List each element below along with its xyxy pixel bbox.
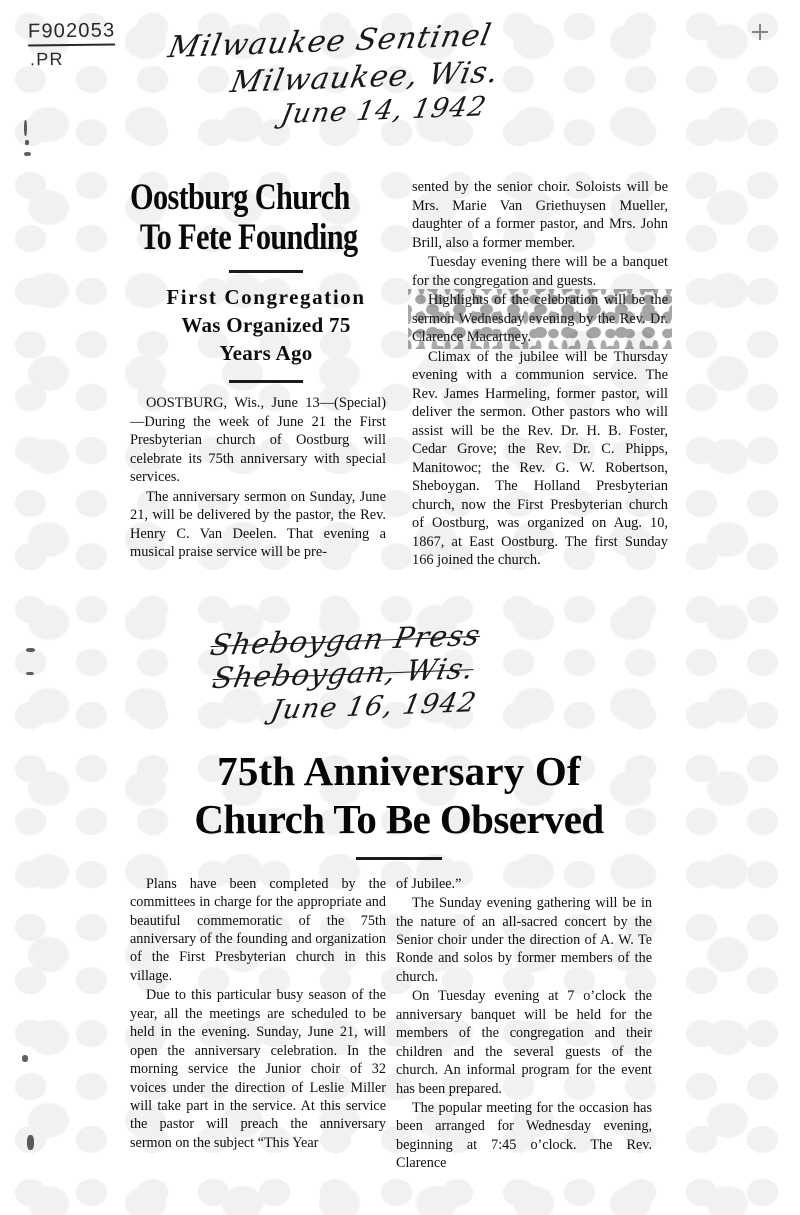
article-1-headline-line-1: Oostburg Church — [130, 177, 350, 218]
ink-speck — [27, 1135, 34, 1150]
article-1-subhead-line-3: Years Ago — [219, 340, 313, 365]
handwritten-source-note-1 — [165, 18, 502, 131]
article-2-divider-rule — [356, 857, 442, 860]
article-2-headline-line-2: Church To Be Observed — [194, 795, 604, 842]
ink-speck — [24, 120, 27, 136]
ink-speck — [22, 1055, 28, 1062]
article-1-top-columns — [130, 178, 668, 570]
article-1-subhead — [130, 284, 402, 367]
paragraph: Due to this particular busy season of the year, all the meetings are scheduled to be held in the evening. Sunday, June 21, will open the anniversary celebration. In the morning service the Junior choir of 32 voices under the direction of Leslie Miller will take part in the service. At this service the pastor will preach the anniversary sermon on the subject “This Year — [130, 987, 386, 1151]
article-1-headline-line-2: To Fete Founding — [139, 216, 358, 258]
handwritten-publication-name: Milwaukee Sentinel — [165, 18, 495, 66]
handwritten-publication-date: June 14, 1942 — [278, 91, 490, 131]
paragraph: On Tuesday evening at 7 o’clock the anniversary banquet will be held for the members of the congregation and their children and the several guests of the church. An informal program for the event has been prepared. — [396, 988, 652, 1097]
article-clipping-1 — [130, 178, 668, 570]
paragraph: The anniversary sermon on Sunday, June 21, will be delivered by the pastor, the Rev. Henry C. Van Deelen. That evening a musical praise service will be pre- — [130, 488, 386, 561]
handwritten-publication-name: Sheboygan Press — [207, 617, 484, 663]
article-2-left-column — [130, 875, 386, 1153]
headline-divider-rule — [229, 270, 303, 273]
paragraph: The Sunday evening gathering will be in the nature of an all-sacred concert by the Senior choir under the direction of A. W. Te Ronde and solos by former members of the church. — [396, 895, 652, 985]
archive-reference-suffix: .PR — [29, 49, 64, 70]
article-1-headline-block — [130, 178, 402, 562]
handwritten-publication-city: Sheboygan, Wis. — [209, 651, 478, 696]
handwritten-publication-city: Milwaukee, Wis. — [227, 54, 502, 100]
article-2-headline-line-1: 75th Anniversary Of — [217, 748, 581, 794]
paragraph: Tuesday evening there will be a banquet for the congregation and guests. — [412, 254, 668, 289]
ink-speck — [25, 140, 29, 145]
paragraph: Climax of the jubilee will be Thursday evening with a communion service. The Rev. James Harmeling, former pastor, will deliver the sermon. Other pastors who will assist will be the Rev. Dr. H. B. Foster, Cedar Grove; the Rev. Dr. C. Phipps, Manitowoc; the Rev. G. W. Robertson, Sheboygan. The Holland Presbyterian church, now the First Presbyterian church of Oostburg, was organized on Aug. 10, 1867, at East Oostburg. The first Sunday 166 joined the church. — [412, 348, 668, 568]
paragraph: OOSTBURG, Wis., June 13—(Special)—During the week of June 21 the First Presbyterian church of Oostburg will celebrate its 75th anniversary with special services. — [130, 395, 386, 486]
article-2-columns — [130, 875, 668, 1173]
article-1-headline — [130, 177, 358, 258]
article-clipping-2 — [130, 748, 668, 1173]
article-1-right-column — [412, 178, 668, 570]
paragraph: Plans have been completed by the committees in charge for the appropriate and beautiful commemoratic of the 75th anniversary of the founding and organization of the First Presbyterian church in this village. — [130, 875, 386, 984]
handwritten-source-note-2 — [207, 617, 484, 726]
article-2-headline — [130, 748, 668, 843]
paragraph: sented by the senior choir. Soloists will be Mrs. Marie Van Griethuysen Mueller, daughter of a former pastor, and Mrs. John Brill, also a former member. — [412, 179, 668, 251]
ink-speck — [24, 152, 31, 156]
ink-speck — [26, 648, 35, 652]
article-1-subhead-line-1: First Congregation — [166, 285, 366, 310]
paragraph: of Jubilee.” — [396, 875, 462, 892]
article-1-left-column — [130, 394, 386, 562]
paragraph: The popular meeting for the occasion has been arranged for Wednesday evening, beginning at 7:45 o’clock. The Rev. Clarence — [396, 1100, 652, 1172]
paragraph: Highlights of the celebration will be the sermon Wednesday evening by the Rev. Dr. Clarence Macartney. — [412, 292, 668, 345]
article-1-subhead-line-2: Was Organized 75 — [181, 312, 351, 337]
archive-reference-number: F902053 — [28, 20, 116, 47]
registration-cross-icon — [752, 24, 768, 40]
ink-speck — [26, 672, 34, 675]
article-2-right-column — [396, 875, 652, 1173]
subhead-divider-rule — [229, 380, 303, 383]
archive-reference — [28, 20, 115, 70]
handwritten-publication-date: June 16, 1942 — [268, 687, 480, 726]
